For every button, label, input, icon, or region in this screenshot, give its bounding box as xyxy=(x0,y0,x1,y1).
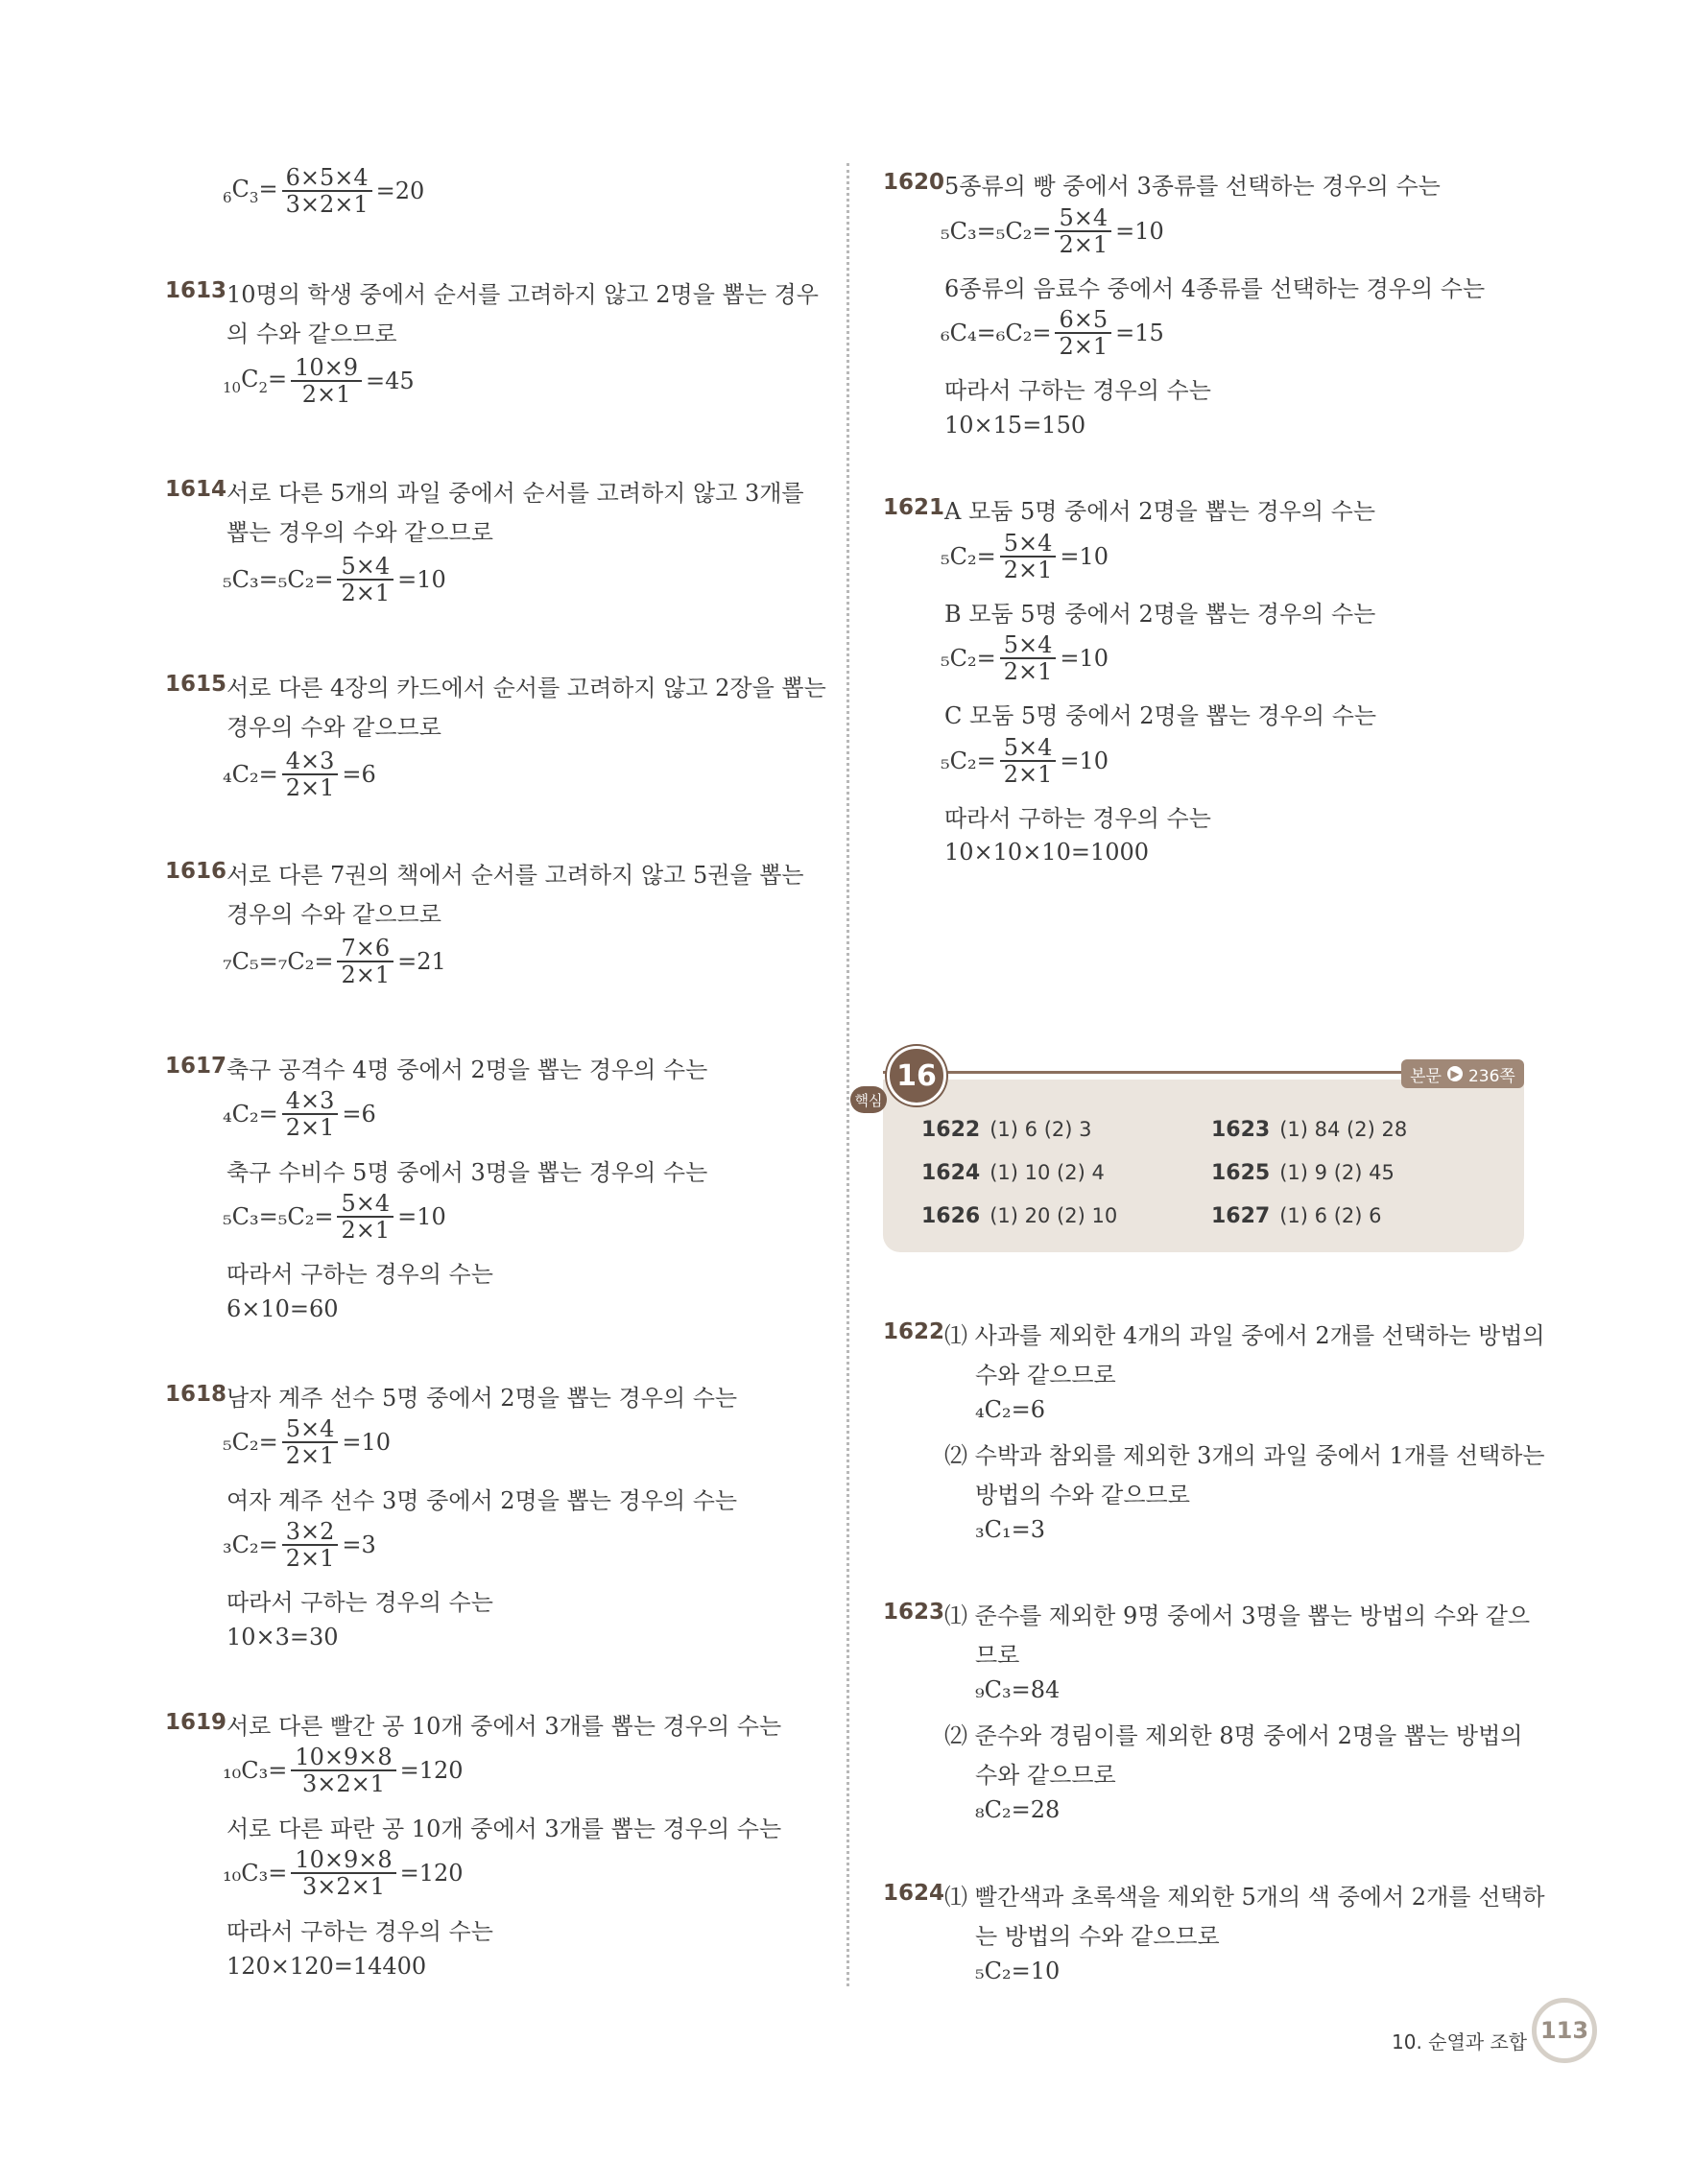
key-number-badge: 16 xyxy=(887,1046,946,1105)
problem-number: 1616 xyxy=(165,859,227,884)
problem-number: 1619 xyxy=(165,1710,227,1735)
formula: ₅C₂=10 xyxy=(975,1958,1061,1984)
problem-number: 1622 xyxy=(883,1319,945,1344)
formula: ₅C₃=₅C₂= $\frac{5\times 4}{2\times 1}$ =10 xyxy=(941,204,1164,258)
problem-number: 1617 xyxy=(165,1054,227,1079)
solution-text: 따라서 구하는 경우의 수는 xyxy=(227,1261,493,1288)
answer-item: 1625 (1) 9 (2) 45 xyxy=(1211,1161,1395,1185)
problem-number: 1613 xyxy=(165,278,227,303)
answer-item: 1622 (1) 6 (2) 3 xyxy=(921,1118,1092,1142)
solution-text: 120×120=14400 xyxy=(227,1953,427,1980)
solution-text: ⑵ 준수와 경림이를 제외한 8명 중에서 2명을 뽑는 방법의 xyxy=(944,1722,1523,1749)
solution-text: 방법의 수와 같으므로 xyxy=(975,1482,1190,1508)
solution-text: B 모둠 5명 중에서 2명을 뽑는 경우의 수는 xyxy=(944,601,1376,628)
formula: ₁₀C₃= $\frac{10\times 9\times 8}{3\times 2\times 1}$ =120 xyxy=(223,1846,464,1900)
solution-text: 따라서 구하는 경우의 수는 xyxy=(227,1918,493,1945)
answer-item: 1624 (1) 10 (2) 4 xyxy=(921,1161,1105,1185)
solution-text: 경우의 수와 같으므로 xyxy=(227,714,441,741)
solution-text: 서로 다른 4장의 카드에서 순서를 고려하지 않고 2장을 뽑는 xyxy=(227,675,826,701)
ref-page: 236쪽 xyxy=(1467,1066,1515,1086)
formula: ₅C₂= $\frac{5\times 4}{2\times 1}$ =10 xyxy=(941,530,1109,583)
formula: ₅C₃=₅C₂= $\frac{5\times 4}{2\times 1}$ =10 xyxy=(223,553,446,606)
solution-text: 10명의 학생 중에서 순서를 고려하지 않고 2명을 뽑는 경우 xyxy=(227,281,819,308)
solution-text: C 모둠 5명 중에서 2명을 뽑는 경우의 수는 xyxy=(944,702,1377,729)
solution-text: 10×10×10=1000 xyxy=(944,839,1150,866)
solution-text: 따라서 구하는 경우의 수는 xyxy=(944,377,1211,404)
problem-number: 1620 xyxy=(883,170,945,195)
solution-text: 뽑는 경우의 수와 같으므로 xyxy=(227,519,493,546)
solution-text: 남자 계주 선수 5명 중에서 2명을 뽑는 경우의 수는 xyxy=(227,1385,738,1412)
formula: ₄C₂=6 xyxy=(975,1396,1045,1423)
problem-number: 1614 xyxy=(165,477,227,502)
formula: ₅C₂= $\frac{5\times 4}{2\times 1}$ =10 xyxy=(223,1415,392,1469)
chapter-label: 10. 순열과 조합 xyxy=(1392,2030,1528,2053)
problem-number: 1624 xyxy=(883,1881,945,1906)
solution-text: ⑴ 사과를 제외한 4개의 과일 중에서 2개를 선택하는 방법의 xyxy=(944,1322,1545,1349)
solution-text: 축구 공격수 4명 중에서 2명을 뽑는 경우의 수는 xyxy=(227,1056,708,1083)
page-reference[interactable] xyxy=(1401,1059,1524,1088)
solution-text: A 모둠 5명 중에서 2명을 뽑는 경우의 수는 xyxy=(944,498,1376,525)
solution-text: 서로 다른 빨간 공 10개 중에서 3개를 뽑는 경우의 수는 xyxy=(227,1713,782,1740)
solution-text: 6종류의 음료수 중에서 4종류를 선택하는 경우의 수는 xyxy=(944,275,1486,302)
problem-number: 1621 xyxy=(883,495,945,520)
formula: ₃C₁=3 xyxy=(975,1516,1045,1543)
formula: ₄C₂= $\frac{4\times 3}{2\times 1}$ =6 xyxy=(223,748,376,801)
solution-text: 므로 xyxy=(975,1642,1020,1669)
page-number: 113 xyxy=(1532,1998,1597,2063)
solution-text: 따라서 구하는 경우의 수는 xyxy=(227,1589,493,1616)
solution-text: 서로 다른 5개의 과일 중에서 순서를 고려하지 않고 3개를 xyxy=(227,480,804,507)
formula: ₈C₂=28 xyxy=(975,1796,1061,1823)
solution-text: 수와 같으므로 xyxy=(975,1362,1116,1389)
ref-label: 본문 xyxy=(1410,1066,1442,1086)
solution-text: 수와 같으므로 xyxy=(975,1762,1116,1789)
solution-text: 여자 계주 선수 3명 중에서 2명을 뽑는 경우의 수는 xyxy=(227,1487,738,1514)
solution-text: ⑴ 빨간색과 초록색을 제외한 5개의 색 중에서 2개를 선택하 xyxy=(944,1884,1545,1911)
solution-text: 서로 다른 7권의 책에서 순서를 고려하지 않고 5권을 뽑는 xyxy=(227,862,804,889)
answer-item: 1626 (1) 20 (2) 10 xyxy=(921,1204,1118,1228)
solution-text: 10×15=150 xyxy=(944,412,1086,439)
solution-text: 는 방법의 수와 같으므로 xyxy=(975,1923,1220,1950)
answer-item: 1623 (1) 84 (2) 28 xyxy=(1211,1118,1408,1142)
formula: ₃C₂= $\frac{3\times 2}{2\times 1}$ =3 xyxy=(223,1518,376,1572)
solution-text: 5종류의 빵 중에서 3종류를 선택하는 경우의 수는 xyxy=(944,173,1441,200)
problem-number: 1618 xyxy=(165,1382,227,1407)
formula: ₄C₂= $\frac{4\times 3}{2\times 1}$ =6 xyxy=(223,1087,376,1141)
formula-1612: $_6C_3=$ $\frac{6\times 5\times 4}{3\times 2\times 1}$ =20 xyxy=(223,164,425,218)
solution-text: 서로 다른 파란 공 10개 중에서 3개를 뽑는 경우의 수는 xyxy=(227,1816,782,1842)
solution-text: 6×10=60 xyxy=(227,1295,339,1322)
formula: ₁₀C₃= $\frac{10\times 9\times 8}{3\times 2\times 1}$ =120 xyxy=(223,1744,464,1797)
column-divider xyxy=(846,163,849,1986)
key-answer-box xyxy=(883,1080,1524,1252)
formula: $_{10}C_2=$ $\frac{10\times 9}{2\times 1}$ =45 xyxy=(223,354,415,408)
formula: ₉C₃=84 xyxy=(975,1676,1061,1703)
formula: ₅C₃=₅C₂= $\frac{5\times 4}{2\times 1}$ =10 xyxy=(223,1190,446,1244)
solution-text: ⑴ 준수를 제외한 9명 중에서 3명을 뽑는 방법의 수와 같으 xyxy=(944,1602,1531,1629)
formula: ₅C₂= $\frac{5\times 4}{2\times 1}$ =10 xyxy=(941,631,1109,685)
problem-number: 1623 xyxy=(883,1600,945,1625)
solution-text: 경우의 수와 같으므로 xyxy=(227,901,441,928)
formula: ₇C₅=₇C₂= $\frac{7\times 6}{2\times 1}$ =21 xyxy=(223,935,446,988)
answer-item: 1627 (1) 6 (2) 6 xyxy=(1211,1204,1382,1228)
arrow-right-icon: ▶ xyxy=(1447,1066,1463,1081)
solution-text: 의 수와 같으므로 xyxy=(227,320,397,347)
solution-text: ⑵ 수박과 참외를 제외한 3개의 과일 중에서 1개를 선택하는 xyxy=(944,1442,1545,1469)
problem-number: 1615 xyxy=(165,672,227,697)
formula: ₆C₄=₆C₂= $\frac{6\times 5}{2\times 1}$ =15 xyxy=(941,306,1164,360)
key-tag: 핵심 xyxy=(850,1086,887,1113)
solution-text: 10×3=30 xyxy=(227,1624,339,1650)
formula: ₅C₂= $\frac{5\times 4}{2\times 1}$ =10 xyxy=(941,734,1109,788)
solution-text: 따라서 구하는 경우의 수는 xyxy=(944,805,1211,832)
solution-text: 축구 수비수 5명 중에서 3명을 뽑는 경우의 수는 xyxy=(227,1159,708,1186)
